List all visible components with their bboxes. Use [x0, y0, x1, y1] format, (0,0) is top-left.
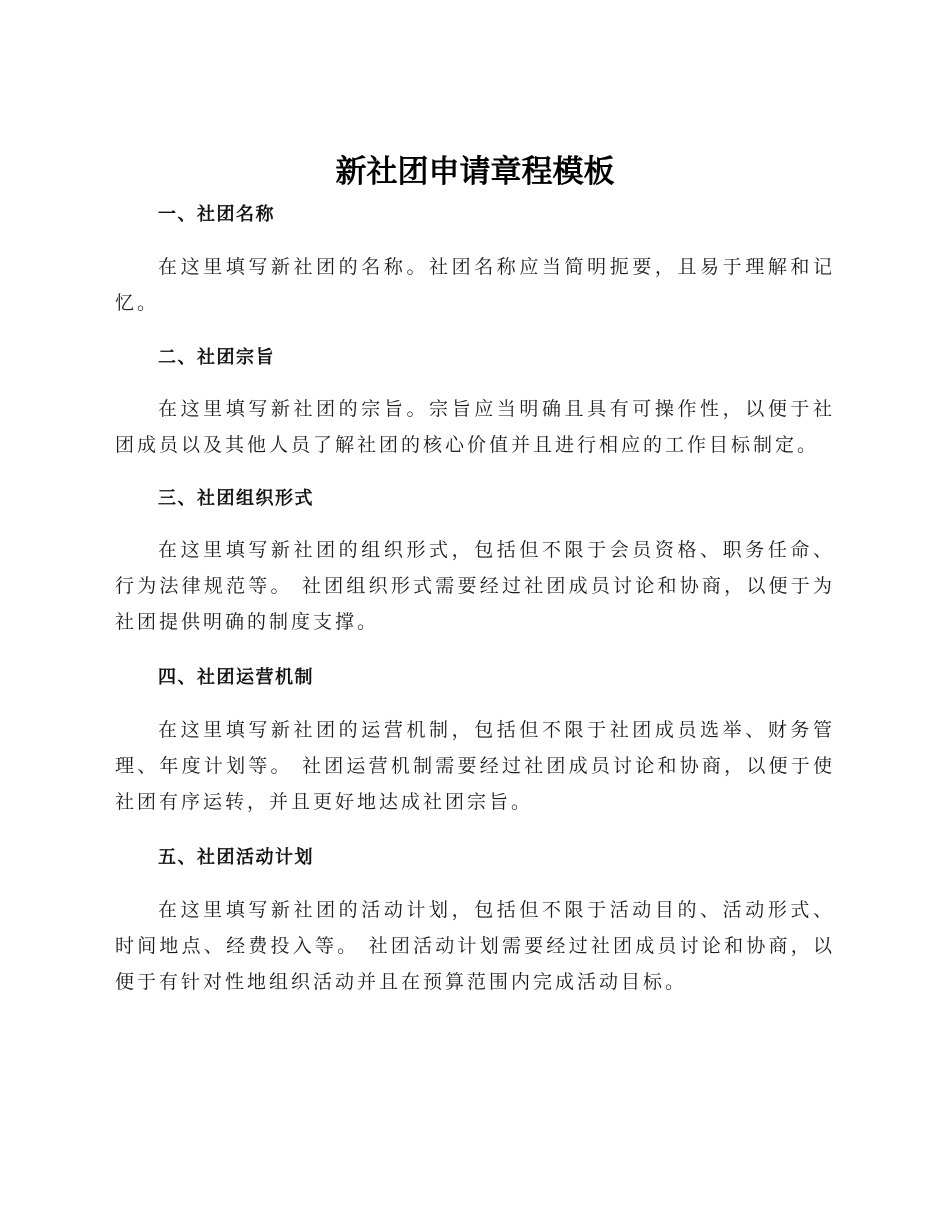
section-heading-purpose: 二、社团宗旨 — [158, 347, 275, 368]
document-title: 新社团申请章程模板 — [335, 154, 615, 190]
section-body-organization: 在这里填写新社团的组织形式，包括但不限于会员资格、职务任命、行为法律规范等。 社团组织形式需要经过社团成员讨论和协商，以便于为社团提供明确的制度支撑。 — [115, 539, 835, 633]
section-body-operation: 在这里填写新社团的运营机制，包括但不限于社团成员选举、财务管理、年度计划等。 社团运营机制需要经过社团成员讨论和协商，以便于使社团有序运转，并且更好地达成社团宗旨。 — [115, 719, 835, 813]
section-heading-operation: 四、社团运营机制 — [158, 667, 314, 688]
section-body-name: 在这里填写新社团的名称。社团名称应当简明扼要，且易于理解和记忆。 — [115, 256, 835, 314]
section-body-purpose: 在这里填写新社团的宗旨。宗旨应当明确且具有可操作性，以便于社团成员以及其他人员了解社团的核心价值并且进行相应的工作目标制定。 — [115, 398, 835, 456]
section-heading-activities: 五、社团活动计划 — [158, 847, 314, 868]
section-body-activities: 在这里填写新社团的活动计划，包括但不限于活动目的、活动形式、时间地点、经费投入等。 社团活动计划需要经过社团成员讨论和协商，以便于有针对性地组织活动并且在预算范围内完成活动目标。 — [115, 899, 835, 993]
section-heading-organization: 三、社团组织形式 — [158, 488, 314, 509]
section-heading-name: 一、社团名称 — [158, 204, 275, 225]
